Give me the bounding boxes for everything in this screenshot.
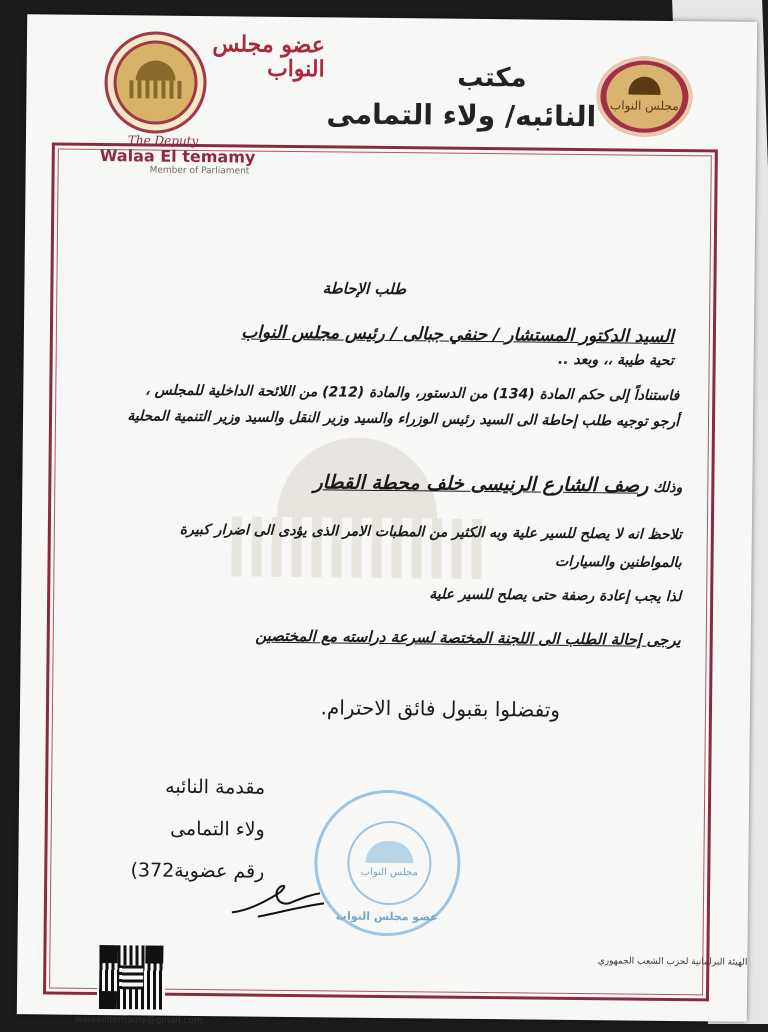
office-word: مكتب [457,62,527,94]
parliament-dome-seal-icon [104,31,207,134]
letter-addressee: السيد الدكتور المستشار / حنفي جبالى / رئيس مجلس النواب [241,322,675,347]
signature-line-2: ولاء التمامى [170,817,265,841]
letter-page [17,14,757,1027]
letter-topic: رصف الشارع الرنيسى خلف محطة القطار [313,471,649,497]
parliament-logo-label: مجلس النواب [609,98,679,114]
letter-paragraph-3: لذا يجب إعادة رصفة حتى يصلح للسير علية [429,586,682,606]
letter-closing: وتفضلوا بقبول فائق الاحترام. [320,695,561,722]
letter-topic-row [252,471,682,498]
deputy-name: النائبه/ ولاء التمامى [326,97,597,134]
letter-paragraph-2: تلاحظ انه لا يصلح للسير علية وبه الكثير من المطبات الامر الذى يؤدى الى اضرار كبيرة بالمواطنين والسيارات [179,521,682,572]
letter-topic-prefix: وذلك [653,479,683,497]
footer-note: الهيئة البرلمانية لحزب الشعب الجمهوري [597,956,748,968]
english-deputy-label: The Deputy [127,133,199,149]
handwritten-signature-icon [228,872,329,923]
stamp-center-label: مجلس النواب [360,866,418,879]
letter-greeting: تحية طيبة ،، وبعد .. [557,351,674,369]
signature-line-3: رقم عضوية372) [130,859,265,883]
letter-subject: طلب الإحاطة [322,279,407,299]
qr-code-icon [99,945,164,1010]
stamp-ring-text: عضو مجلس النواب [335,909,438,924]
signature-line-1: مقدمة النائبه [165,775,266,799]
footer-email: walaaeltemamy@gmail.com [74,1014,203,1027]
parliament-watermark-icon [191,416,523,609]
english-deputy-name: Walaa El temamy [99,145,256,167]
letter-paragraph-4: يرجى إحالة الطلب الى اللجنة المختصة لسرعة دراسته مع المختصين [255,626,681,650]
official-stamp-icon [314,789,462,937]
letter-paragraph-1: فاستناداً إلى حكم المادة (134) من الدستور، والمادة (212) من اللائحة الداخلية للمجلس ، أرجو توجيه طلب إحاطة الى السيد رئيس الوزراء والسيد وزير النقل والسيد وزير التنمية المحلية [127,382,680,431]
english-letterhead [100,133,300,177]
english-member-label: Member of Parliament [149,165,250,177]
member-title: عضو مجلس النواب [212,31,326,83]
parliament-logo-icon [596,56,693,137]
